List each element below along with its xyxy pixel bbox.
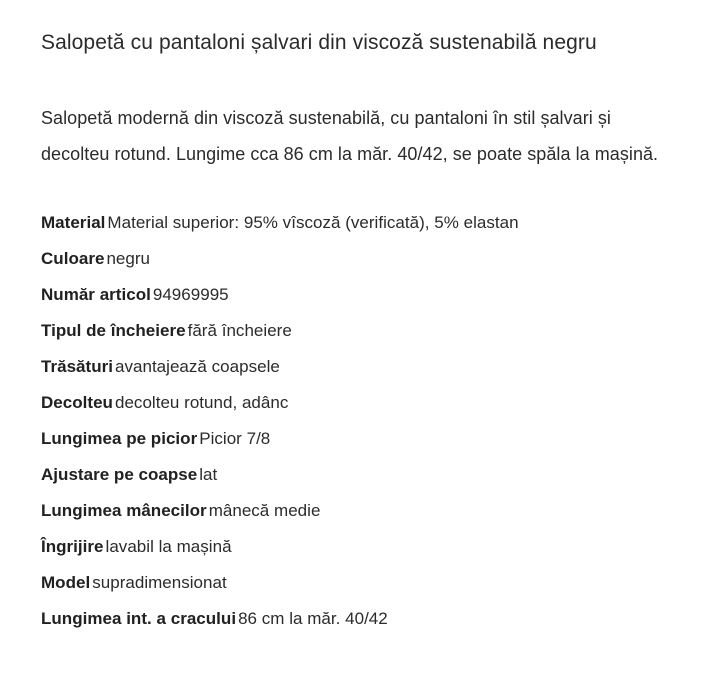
spec-label: Model (41, 573, 91, 592)
page-title: Salopetă cu pantaloni șalvari din viscoză sustenabilă negru (41, 31, 597, 54)
spec-label: Ajustare pe coapse (41, 465, 198, 484)
spec-row (41, 529, 665, 565)
spec-label: Număr articol (41, 285, 151, 304)
spec-row (41, 601, 665, 637)
spec-row (41, 205, 665, 241)
spec-row (41, 421, 665, 457)
spec-value: fără încheiere (187, 321, 292, 340)
spec-label: Material (41, 213, 106, 232)
spec-value: supradimensionat (92, 573, 227, 592)
spec-value: Material superior: 95% vîscoză (verificată), 5% elastan (107, 213, 519, 232)
spec-label: Culoare (41, 249, 105, 268)
spec-label: Lungimea pe picior (41, 429, 198, 448)
spec-value: negru (106, 249, 151, 268)
spec-value: lavabil la mașină (105, 537, 232, 556)
spec-row (41, 277, 665, 313)
spec-label: Îngrijire (41, 537, 104, 556)
spec-row (41, 457, 665, 493)
spec-value: lat (199, 465, 218, 484)
spec-label: Lungimea mânecilor (41, 501, 207, 520)
product-spec-list (41, 172, 665, 637)
spec-row (41, 385, 665, 421)
spec-value: 86 cm la măr. 40/42 (238, 609, 388, 628)
spec-row (41, 493, 665, 529)
spec-value: avantajează coapsele (115, 357, 280, 376)
spec-value: Picior 7/8 (199, 429, 271, 448)
spec-value: mânecă medie (208, 501, 321, 520)
spec-label: Lungimea int. a cracului (41, 609, 237, 628)
product-description: Salopetă modernă din viscoză sustenabilă, cu pantaloni în stil șalvari și decolteu rotund. Lungime cca 86 cm la măr. 40/42, se poate spăla la mașină. (41, 108, 659, 164)
spec-row (41, 241, 665, 277)
spec-row (41, 349, 665, 385)
spec-label: Decolteu (41, 393, 113, 412)
spec-value: 94969995 (152, 285, 229, 304)
spec-row (41, 313, 665, 349)
spec-value: decolteu rotund, adânc (114, 393, 289, 412)
spec-row (41, 565, 665, 601)
spec-label: Tipul de încheiere (41, 321, 186, 340)
spec-label: Trăsături (41, 357, 113, 376)
